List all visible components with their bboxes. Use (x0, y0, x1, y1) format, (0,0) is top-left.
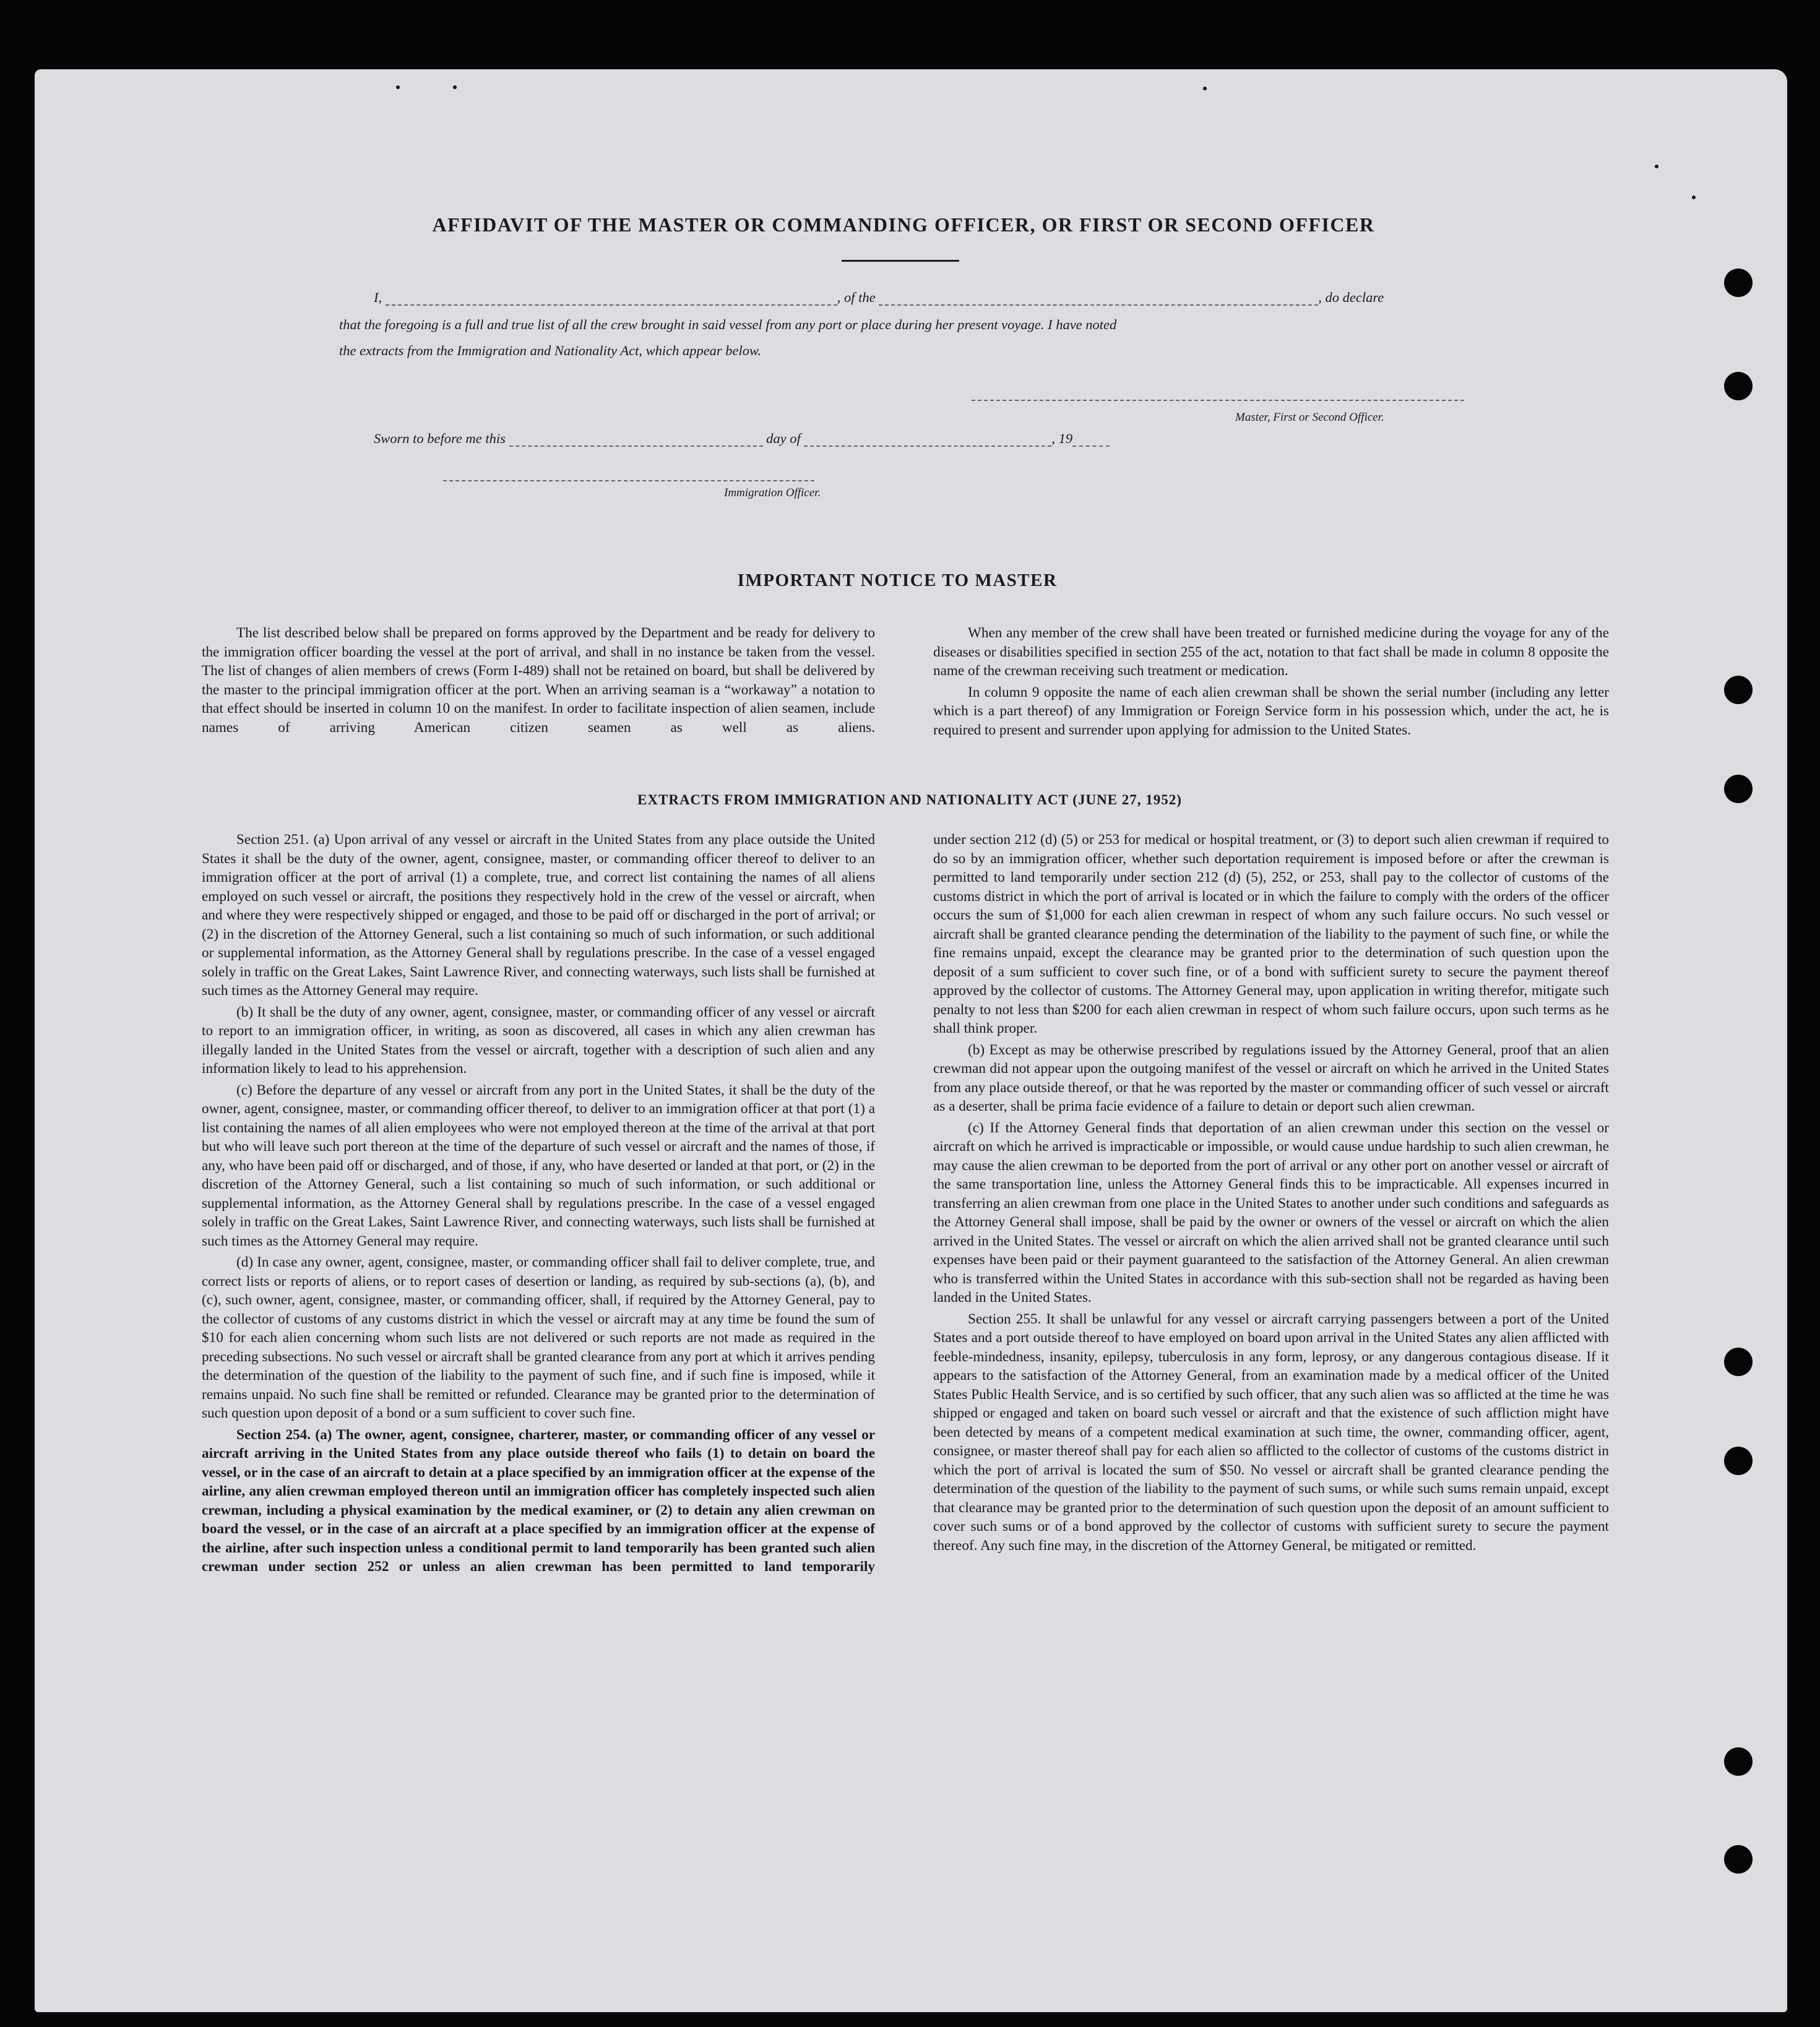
affidavit-title: AFFIDAVIT OF THE MASTER OR COMMANDING OFFICER, OR FIRST OR SECOND OFFICER (432, 213, 1375, 236)
notice-right-column (933, 624, 1609, 742)
notice-paragraph: The list described below shall be prepared on forms approved by the Department and be ready for delivery to the immigration officer boarding the vessel at the port of arrival, and shall in no instance be taken from the vessel. The list of changes of alien members of crews (Form I-489) shall not be retained on board, but shall be delivered by the master to the principal immigration officer at the port. When an arriving seaman is a “workaway” a notation to that effect should be inserted in column 10 on the manifest. In order to facilitate inspection of alien seamen, include names of arriving American citizen seamen as well as aliens. (202, 625, 875, 736)
notice-paragraph: In column 9 opposite the name of each alien crewman shall be shown the serial number (including any letter which is a part thereof) of any Immigration or Foreign Service form in his possession which, under the act, he is required to present and surrender upon applying for admission to the United States. (933, 684, 1609, 738)
of-the-label: , of the (837, 290, 876, 305)
day-of-label: day of (766, 431, 801, 446)
master-caption: Master, First or Second Officer. (1235, 411, 1384, 424)
punch-hole (1724, 1845, 1753, 1874)
punch-hole (1724, 372, 1753, 400)
punch-hole (1724, 775, 1753, 803)
year-label: , 19 (1051, 431, 1073, 446)
scan-speck (1692, 196, 1696, 199)
scan-speck (453, 85, 457, 89)
immigration-officer-signature-line[interactable] (443, 480, 814, 481)
notice-title: IMPORTANT NOTICE TO MASTER (737, 570, 1058, 590)
sworn-day-field[interactable] (509, 433, 763, 447)
section-254-a: Section 254. (a) The owner, agent, consignee, charterer, master, or commanding officer of any vessel or aircraft arriving in the United States from any place outside thereof who fails (1) to detain on board the vessel, or in the case of an aircraft to detain at a place specified by an immigration officer at the expense of the airline, any alien crewman employed thereon until an immigration officer has completely inspected such alien crewman, including a physical examination by the medical examiner, or (2) to detain any alien crewman on board the vessel, or in the case of an aircraft at a place specified by an immigration officer at the expense of the airline, after such inspection unless a conditional permit to land temporarily has been granted such alien crewman under section 252 or unless an alien crewman has been permitted to land temporarily (202, 1426, 875, 1575)
declaration-block (339, 290, 1464, 364)
section-254-b: (b) Except as may be otherwise prescribed by regulations issued by the Attorney General, proof that an alien crewman did not appear upon the outgoing manifest of the vessel or aircraft on which he arrived in the United States from any place outside thereof, or that he was reported by the master or commanding officer of such vessel or aircraft as a deserter, shall be prima facie evidence of a failure to detain or deport such alien crewman. (933, 1041, 1609, 1114)
section-251-a: Section 251. (a) Upon arrival of any vessel or aircraft in the United States from any place outside the United States it shall be the duty of the owner, agent, consignee, master, or commanding officer thereof to deliver to an immigration officer at the port of arrival (1) a complete, true, and correct list containing the names of all aliens employed on such vessel or aircraft, the positions they respectively hold in the crew of the vessel or aircraft, when and where they were respectively shipped or engaged, and those to be paid off or discharged in the port of arrival; or (2) in the discretion of the Attorney General, such a list containing so much of such information, or such additional or supplemental information, as the Attorney General shall by regulations prescribe. In the case of a vessel engaged solely in traffic on the Great Lakes, Saint Lawrence River, and connecting waterways, such lists shall be furnished at such times as the Attorney General may require. (202, 832, 875, 999)
scan-speck (396, 85, 400, 89)
section-251-d: (d) In case any owner, agent, consignee, master, or commanding officer shall fail to deliver complete, true, and correct lists or reports of aliens, or to report cases of desertion or landing, as required by sub-sections (a), (b), and (c), such owner, agent, consignee, master, or commanding officer, shall, if required by the Attorney General, pay to the collector of customs of any customs district in which the vessel or aircraft may at any time be found the sum of $10 for each alien concerning whom such lists are not delivered or such reports are not made as required in the preceding subsections. No such vessel or aircraft shall be granted clearance from any port at which it arrives pending the determination of the question of the liability to the payment of such fine, and if such fine is imposed, while it remains unpaid. No such fine shall be remitted or refunded. Clearance may be granted prior to the determination of such question upon deposit of a bond or a sum sufficient to cover such fine. (202, 1254, 875, 1421)
name-field[interactable] (386, 292, 837, 306)
scan-speck (1655, 165, 1658, 168)
immigration-officer-caption: Immigration Officer. (724, 486, 821, 499)
section-251-b: (b) It shall be the duty of any owner, agent, consignee, master, or commanding officer of any vessel or aircraft to report to an immigration officer, in writing, as soon as discovered, all cases in which any alien crewman has illegally landed in the United States from the vessel or aircraft, together with a description of such alien and any information likely to lead to his apprehension. (202, 1004, 875, 1077)
sworn-block (339, 431, 1464, 455)
i-label: I, (374, 290, 382, 305)
extracts-title: EXTRACTS FROM IMMIGRATION AND NATIONALITY ACT (JUNE 27, 1952) (637, 792, 1182, 807)
sworn-month-field[interactable] (804, 433, 1051, 447)
punch-hole (1724, 676, 1753, 704)
sworn-year-field[interactable] (1072, 433, 1110, 447)
declaration-text-cont: the extracts from the Immigration and Nationality Act, which appear below. (339, 343, 762, 358)
section-254-c: (c) If the Attorney General finds that deportation of an alien crewman under this section on the vessel or aircraft on which he arrived is impracticable or impossible, or would cause undue hardship to such alien crewman, he may cause the alien crewman to be deported from the port of arrival or any other port on another vessel or aircraft of the same transportation line, unless the Attorney General finds this to be impracticable. All expenses incurred in transferring an alien crewman from one place in the United States to another under such conditions and safeguards as the Attorney General shall impose, shall be paid by the owner or owners of the vessel or aircraft on which the alien arrived in the United States. The vessel or aircraft on which the alien arrived shall not be granted clearance until such expenses have been paid or their payment guaranteed to the satisfaction of the Attorney General. An alien crewman who is transferred within the United States in accordance with this sub-section shall not be regarded as having been landed in the United States. (933, 1119, 1609, 1306)
section-251-c: (c) Before the departure of any vessel or aircraft from any port in the United States, it shall be the duty of the owner, agent, consignee, master, or commanding officer thereof, to deliver to an immigration officer at that port (1) a list containing the names of all alien employees who were not employed thereon at the time of the arrival at that port but who will leave such port thereon at the time of the departure of such vessel or aircraft and the names of those, if any, who have been paid off or discharged, and of those, if any, who have deserted or landed at that port, or (2) in the discretion of the Attorney General, such a list containing so much of such information, or such additional or supplemental information, as the Attorney General shall by regulations prescribe. In the case of a vessel engaged solely in traffic on the Great Lakes, Saint Lawrence River, and connecting waterways, such lists shall be furnished at such times as the Attorney General may require. (202, 1082, 875, 1249)
vessel-field[interactable] (879, 292, 1318, 306)
extracts-left-column (202, 830, 875, 1579)
punch-hole (1724, 1348, 1753, 1376)
extracts-right-column (933, 830, 1609, 1557)
title-underline (842, 260, 959, 262)
declaration-text: that the foregoing is a full and true list of all the crew brought in said vessel from any port or place during her present voyage. I have noted (339, 317, 1117, 332)
punch-hole (1724, 1447, 1753, 1475)
section-254-a-cont: under section 212 (d) (5) or 253 for medical or hospital treatment, or (3) to deport such alien crewman if required to do so by an immigration officer, whether such deportation requirement is imposed before or after the crewman is permitted to land temporarily under section 212 (d) (5), 252, or 253, shall pay to the collector of customs of the customs district in which the port of arrival is located or in which the failure to comply with the orders of the officer occurs the sum of $1,000 for each alien crewman in respect of whom any such failure occurs. No such vessel or aircraft shall be granted clearance pending the determination of the liability to the payment of such fine, or while the fine remains unpaid, except the clearance may be granted prior to the determination of such question upon the deposit of a sum sufficient to cover such fine, or of a bond with sufficient surety to secure the payment thereof approved by the collector of customs. The Attorney General may, upon application in writing therefor, mitigate such penalty to not less than $200 for each alien crewman in respect of whom such failure occurs, upon such terms as he shall think proper. (933, 832, 1609, 1036)
section-255: Section 255. It shall be unlawful for any vessel or aircraft carrying passengers between a port of the United States and a port outside thereof to have employed on board upon arrival in the United States any alien afflicted with feeble-mindedness, insanity, epilepsy, tuberculosis in any form, leprosy, or any dangerous contagious disease. If it appears to the satisfaction of the Attorney General, from an examination made by a medical officer of the United States Public Health Service, and is so certified by such officer, that any such alien was so afflicted at the time he was shipped or engaged and taken on board such vessel or aircraft and that the existence of such affliction might have been detected by means of a competent medical examination at such time, the owner, commanding officer, agent, consignee, or master thereof shall pay for each alien so afflicted to the collector of customs of the customs district in which the port of arrival is located the sum of $50. No vessel or aircraft shall be granted clearance pending the determination of the question of the liability to the payment of such sums, or while such sums remain unpaid, except that clearance may be granted prior to the determination of such question upon the deposit of an amount sufficient to cover such sums or of a bond approved by the collector of customs with sufficient surety to secure the payment thereof. Any such fine may, in the discretion of the Attorney General, be mitigated or remitted. (933, 1310, 1609, 1554)
punch-hole (1724, 1747, 1753, 1776)
scan-speck (1203, 87, 1207, 90)
punch-hole (1724, 269, 1753, 297)
master-signature-line[interactable] (972, 400, 1464, 401)
notice-paragraph: When any member of the crew shall have been treated or furnished medicine during the voyage for any of the diseases or disabilities specified in section 255 of the act, notation to that fact shall be made in column 8 opposite the name of the crewman receiving such treatment or medication. (933, 625, 1609, 679)
notice-left-column (202, 624, 875, 739)
do-declare-label: , do declare (1318, 290, 1384, 305)
sworn-label: Sworn to before me this (374, 431, 506, 446)
